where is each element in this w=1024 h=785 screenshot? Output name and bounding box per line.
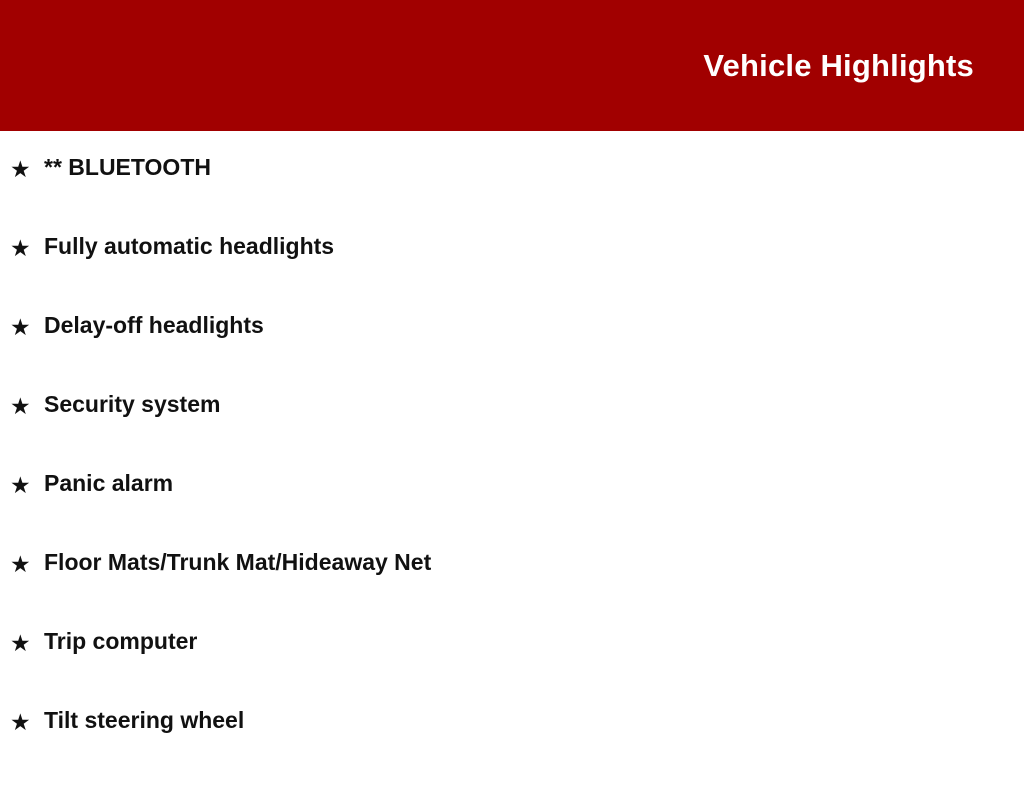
list-item-label: Fully automatic headlights: [44, 233, 335, 259]
star-icon: ★: [10, 709, 31, 735]
list-item: [0, 627, 1024, 706]
star-icon: ★: [10, 630, 31, 656]
page-title: Vehicle Highlights: [703, 48, 974, 83]
star-icon: ★: [10, 314, 31, 340]
star-icon: ★: [10, 235, 31, 261]
star-icon: ★: [10, 393, 31, 419]
list-item: [0, 232, 1024, 311]
list-item-label: Security system: [44, 391, 221, 417]
star-icon: ★: [10, 156, 31, 182]
list-item-label: Trip computer: [44, 628, 198, 654]
list-item-label: Tilt steering wheel: [44, 707, 245, 733]
list-item-label: ** BLUETOOTH: [44, 154, 211, 180]
list-item: [0, 548, 1024, 627]
list-item-label: Panic alarm: [44, 470, 174, 496]
list-item: [0, 390, 1024, 469]
header-bar: [0, 0, 1024, 131]
list-item: [0, 706, 1024, 785]
star-icon: ★: [10, 551, 31, 577]
list-item-label: Delay-off headlights: [44, 312, 264, 338]
list-item: [0, 469, 1024, 548]
star-icon: ★: [10, 472, 31, 498]
vehicle-features-list: [0, 131, 1024, 785]
list-item: [0, 153, 1024, 232]
list-item: [0, 311, 1024, 390]
list-item-label: Floor Mats/Trunk Mat/Hideaway Net: [44, 549, 432, 575]
